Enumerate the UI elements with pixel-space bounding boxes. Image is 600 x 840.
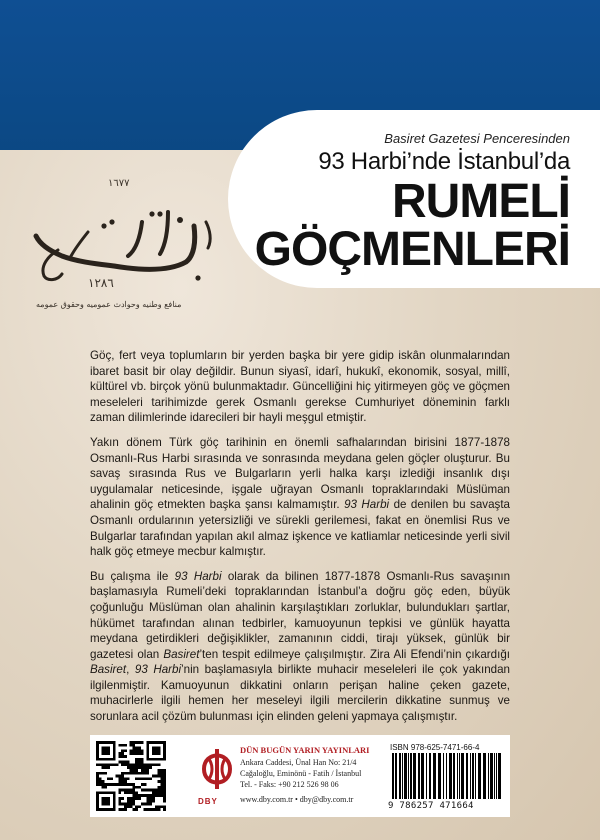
subtitle: Basiret Gazetesi Penceresinden xyxy=(384,131,570,146)
paragraph-2-text-b: de denilen bu savaşta Osmanlı ordularının yetersizliği ve sürekli gerilemesi, fakat en önemlisi Rus ve Bulgarlar tarafından yapılan akıl almaz işkence ve katliamlar neticesinde yerli sivil halk göç etmeye mecbur kalmıştır. xyxy=(90,498,511,559)
paragraph-3-emphasis-3: Basiret xyxy=(90,663,127,677)
paragraph-3-emphasis-4: 93 Harbi xyxy=(134,663,182,677)
masthead-year-top: ۱٦٧٧ xyxy=(108,178,130,189)
paragraph-3-text-d: , xyxy=(126,663,135,677)
calligraphy-logo-icon xyxy=(18,192,228,292)
publisher-address-2: Cağaloğlu, Eminönü - Fatih / İstanbul xyxy=(240,769,362,778)
back-cover-text xyxy=(90,348,510,734)
paragraph-3-text-c: ’ten tespit edilmeye çalışılmıştır. Zira Ali Efendi’nin çıkardığı xyxy=(199,647,510,661)
paragraph-1 xyxy=(90,348,510,426)
dby-logo-icon xyxy=(200,743,234,795)
publisher-name: DÜN BUGÜN YARIN YAYINLARI xyxy=(240,745,370,755)
title-line-2: RUMELİ xyxy=(392,175,570,228)
paragraph-3-emphasis-2: Basiret xyxy=(163,647,200,661)
title-line-3: GÖÇMENLERİ xyxy=(254,223,570,276)
title-line-1: 93 Harbi’nde İstanbul’da xyxy=(318,148,570,175)
publisher-web: www.dby.com.tr • dby@dby.com.tr xyxy=(240,795,354,804)
paragraph-3-text-e: ’nin başlamasıyla birlikte muhacir meseleleri ile çok yakından ilgilenmiştir. Kamuoyunun dikkatini onların perişan haline çeken gazete, muhacirlerle ilgili hemen her meseleyi ilgili mercilerin dikkatine sunmuş ve sorunlara acil çözüm bulunması için elinden geleni yapmaya çalışmıştır. xyxy=(90,663,510,724)
masthead-tagline: منافع وطنيه وحوادث عموميه وحقوق عمومه xyxy=(36,300,182,309)
paragraph-1-text: Göç, fert veya toplumların bir yerden başka bir yere gidip iskân olunmalarından ibaret basit bir olay değildir. Bunun siyasî, idarî, hukukî, ekonomik, sosyal, millî, kültürel vb. birçok yönü bulunmaktadır. Güncelliğini hiç yitirmeyen göç ve göçmen meseleleri tarihimizde gerek Osmanlı gerekse Cumhuriyet döneminin farklı zaman dilimlerinde idarecileri bir hayli meşgul etmiştir. xyxy=(90,349,510,425)
paragraph-2-emphasis: 93 Harbi xyxy=(344,498,390,512)
barcode-icon xyxy=(390,753,502,799)
masthead-year-bottom: ۱۲۸٦ xyxy=(88,276,114,290)
paragraph-3 xyxy=(90,569,510,725)
paragraph-2-text-a: Yakın dönem Türk göç tarihinin en önemli safhalarından birisini 1877-1878 Osmanlı-Rus Harbi sırasında ve sonrasında meydana gelen göçler oluşturur. Bu savaş sırasında Rus ve Bulgarların yerli halka karşı izlediği insanlık dışı uygulamalar neticesinde, işgale uğrayan Osmanlı topraklarındaki Müslüman ahalinin göç etmekten başka şansı kalmamıştır. xyxy=(90,435,510,512)
paragraph-3-text-b: olarak da bilinen 1877-1878 Osmanlı-Rus savaşının başlamasıyla Rumeli’deki topraklarından İstanbul’a doğru göç eden, büyük çoğunluğu Müslüman olan ahalinin karşılaştıkları zorluklar, bulundukları şartlar, hükümet tarafından alınan tedbirler, kamuoyunun tepkisi ve günlük hayatta meydana getirdikleri değişiklikler, zamanının ciddi, tirajı yüksek, günlük bir gazetesi olan xyxy=(90,569,511,661)
publisher-address-1: Ankara Caddesi, Ünal Han No: 21/4 xyxy=(240,758,357,767)
publisher-phone: Tel. - Faks: +90 212 526 98 06 xyxy=(240,780,339,789)
paragraph-2 xyxy=(90,435,510,560)
dby-logo-text: DBY xyxy=(198,797,218,806)
paragraph-3-text-a: Bu çalışma ile xyxy=(90,569,175,583)
qr-code-icon xyxy=(96,741,166,811)
barcode-digits: 9 786257 471664 xyxy=(388,801,474,811)
basiret-masthead xyxy=(18,178,228,318)
footer-info-box xyxy=(90,735,510,817)
isbn-label: ISBN 978-625-7471-66-4 xyxy=(390,743,480,752)
paragraph-3-emphasis-1: 93 Harbi xyxy=(174,569,222,583)
